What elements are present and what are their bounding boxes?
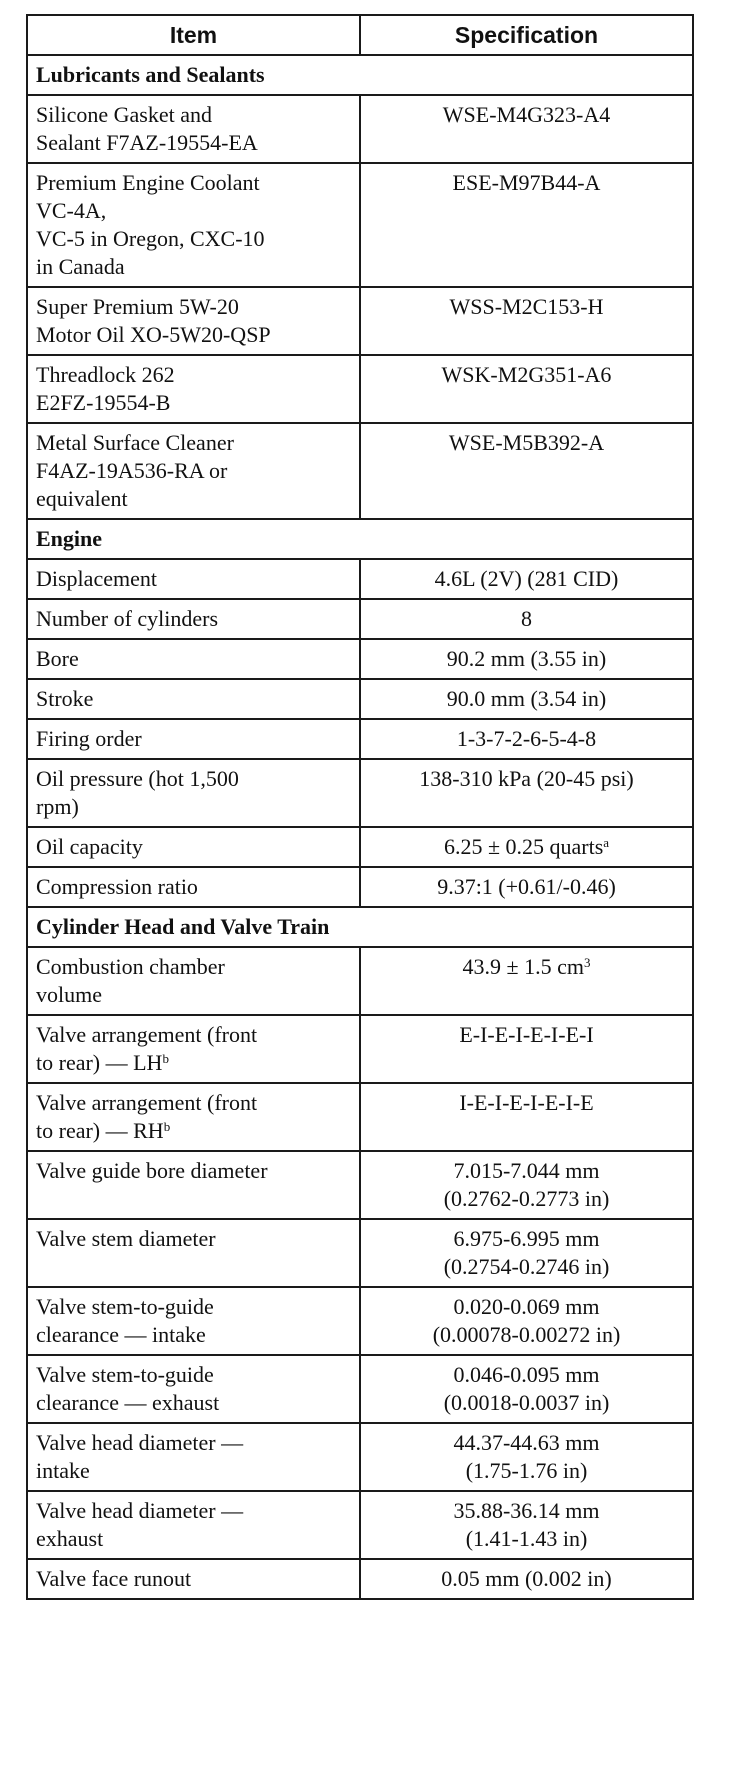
item-line: Valve stem-to-guide (36, 1294, 214, 1319)
item-line: Super Premium 5W-20 (36, 294, 239, 319)
spec-text (369, 765, 684, 793)
spec-text (369, 833, 684, 861)
item-cell (27, 947, 360, 1015)
item-text (36, 129, 351, 157)
item-text (36, 1117, 351, 1145)
spec-cell (360, 1423, 693, 1491)
item-cell (27, 639, 360, 679)
table-row (27, 867, 693, 907)
section-row (27, 519, 693, 559)
spec-cell (360, 1559, 693, 1599)
table-row (27, 599, 693, 639)
item-cell (27, 1423, 360, 1491)
item-line: Number of cylinders (36, 606, 219, 631)
item-cell (27, 1015, 360, 1083)
spec-cell (360, 719, 693, 759)
item-line: Motor Oil XO-5W20-QSP (36, 322, 271, 347)
spec-cell (360, 559, 693, 599)
item-text (36, 361, 351, 389)
column-header-item: Item (27, 15, 360, 55)
item-cell (27, 1287, 360, 1355)
item-cell (27, 1219, 360, 1287)
spec-cell (360, 355, 693, 423)
spec-text (369, 565, 684, 593)
table-row (27, 287, 693, 355)
item-cell (27, 1559, 360, 1599)
table-row (27, 639, 693, 679)
item-text (36, 793, 351, 821)
spec-line: (0.0018-0.0037 in) (443, 1390, 610, 1415)
spec-text (369, 645, 684, 673)
item-cell (27, 423, 360, 519)
item-cell (27, 827, 360, 867)
item-cell (27, 287, 360, 355)
item-text (36, 565, 351, 593)
spec-text (369, 605, 684, 633)
spec-cell (360, 423, 693, 519)
spec-text (369, 1565, 684, 1593)
spec-line: WSS-M2C153-H (449, 294, 604, 319)
spec-line: 44.37-44.63 mm (453, 1430, 600, 1455)
spec-text (369, 685, 684, 713)
spec-cell (360, 1015, 693, 1083)
item-line: to rear) — RH (36, 1118, 164, 1143)
item-text (36, 1389, 351, 1417)
table-body (27, 55, 693, 1599)
spec-text (369, 1361, 684, 1389)
spec-line: (0.2762-0.2773 in) (443, 1186, 610, 1211)
spec-text (369, 873, 684, 901)
spec-line: WSK-M2G351-A6 (441, 362, 612, 387)
table-row (27, 1287, 693, 1355)
item-line: rpm) (36, 794, 79, 819)
spec-line: (1.41-1.43 in) (465, 1526, 588, 1551)
spec-cell (360, 1287, 693, 1355)
item-text (36, 1293, 351, 1321)
spec-text (369, 429, 684, 457)
spec-text (369, 293, 684, 321)
spec-text (369, 1253, 684, 1281)
table-row (27, 1151, 693, 1219)
spec-text (369, 1225, 684, 1253)
spec-cell (360, 1151, 693, 1219)
item-line: Oil capacity (36, 834, 143, 859)
spec-line: 4.6L (2V) (281 CID) (434, 566, 619, 591)
item-line: Silicone Gasket and (36, 102, 212, 127)
spec-cell (360, 759, 693, 827)
item-text (36, 389, 351, 417)
item-line: to rear) — LH (36, 1050, 163, 1075)
item-cell (27, 1355, 360, 1423)
spec-line: 6.25 ± 0.25 quarts (443, 834, 604, 859)
table-row (27, 1083, 693, 1151)
spec-line: (0.2754-0.2746 in) (443, 1254, 610, 1279)
item-text (36, 1021, 351, 1049)
item-line: Valve stem diameter (36, 1226, 216, 1251)
table-row (27, 759, 693, 827)
item-text (36, 1321, 351, 1349)
spec-cell (360, 1219, 693, 1287)
item-text (36, 1089, 351, 1117)
item-text (36, 321, 351, 349)
item-line: in Canada (36, 254, 125, 279)
item-line: Premium Engine Coolant (36, 170, 260, 195)
item-text (36, 981, 351, 1009)
item-line: Oil pressure (hot 1,500 (36, 766, 239, 791)
spec-text (369, 1429, 684, 1457)
item-line: clearance — exhaust (36, 1390, 220, 1415)
item-cell (27, 599, 360, 639)
spec-cell (360, 1355, 693, 1423)
item-line: intake (36, 1458, 90, 1483)
section-row (27, 907, 693, 947)
table-row (27, 1491, 693, 1559)
item-cell (27, 1491, 360, 1559)
item-line: Metal Surface Cleaner (36, 430, 234, 455)
footnote-marker: 3 (583, 955, 591, 970)
spec-line: 0.046-0.095 mm (453, 1362, 600, 1387)
table-row (27, 423, 693, 519)
spec-line: 90.2 mm (3.55 in) (446, 646, 607, 671)
spec-text (369, 953, 684, 981)
item-text (36, 685, 351, 713)
item-line: Bore (36, 646, 79, 671)
spec-cell (360, 95, 693, 163)
spec-text (369, 1321, 684, 1349)
spec-cell (360, 599, 693, 639)
table-row (27, 1015, 693, 1083)
item-cell (27, 679, 360, 719)
spec-line: 90.0 mm (3.54 in) (446, 686, 607, 711)
item-line: Valve arrangement (front (36, 1090, 258, 1115)
item-line: Firing order (36, 726, 142, 751)
spec-text (369, 361, 684, 389)
item-text (36, 169, 351, 197)
spec-text (369, 1525, 684, 1553)
specification-table (26, 14, 694, 1600)
footnote-marker: b (162, 1051, 169, 1066)
item-text (36, 765, 351, 793)
footnote-marker: a (603, 835, 610, 850)
spec-text (369, 1389, 684, 1417)
table-row (27, 719, 693, 759)
item-text (36, 293, 351, 321)
spec-cell (360, 287, 693, 355)
spec-line: WSE-M4G323-A4 (442, 102, 611, 127)
table-row (27, 163, 693, 287)
item-text (36, 605, 351, 633)
item-line: Sealant F7AZ-19554-EA (36, 130, 258, 155)
spec-line: 7.015-7.044 mm (453, 1158, 600, 1183)
spec-cell (360, 1491, 693, 1559)
spec-text (369, 1293, 684, 1321)
spec-text (369, 1089, 684, 1117)
item-line: VC-5 in Oregon, CXC-10 (36, 226, 265, 251)
spec-text (369, 1185, 684, 1213)
item-text (36, 953, 351, 981)
item-line: E2FZ-19554-B (36, 390, 171, 415)
item-cell (27, 759, 360, 827)
header-row (27, 15, 693, 55)
item-text (36, 1457, 351, 1485)
spec-line: E-I-E-I-E-I-E-I (459, 1022, 594, 1047)
spec-cell (360, 639, 693, 679)
spec-line: 8 (521, 606, 532, 631)
item-text (36, 101, 351, 129)
item-line: F4AZ-19A536-RA or (36, 458, 228, 483)
item-text (36, 1157, 351, 1185)
item-cell (27, 355, 360, 423)
item-text (36, 457, 351, 485)
item-cell (27, 867, 360, 907)
spec-text (369, 169, 684, 197)
footnote-marker: b (163, 1119, 171, 1134)
item-cell (27, 719, 360, 759)
table-row (27, 1559, 693, 1599)
table-row (27, 1355, 693, 1423)
spec-cell (360, 827, 693, 867)
table-row (27, 947, 693, 1015)
section-title: Lubricants and Sealants (27, 55, 693, 95)
table-row (27, 827, 693, 867)
item-line: Valve face runout (36, 1566, 192, 1591)
item-cell (27, 95, 360, 163)
table-row (27, 355, 693, 423)
spec-line: 35.88-36.14 mm (453, 1498, 600, 1523)
spec-text (369, 101, 684, 129)
item-text (36, 429, 351, 457)
item-text (36, 1049, 351, 1077)
spec-cell (360, 679, 693, 719)
item-line: clearance — intake (36, 1322, 206, 1347)
item-text (36, 485, 351, 513)
spec-line: 0.05 mm (0.002 in) (441, 1566, 612, 1591)
spec-line: 1-3-7-2-6-5-4-8 (456, 726, 597, 751)
item-text (36, 873, 351, 901)
item-text (36, 1525, 351, 1553)
item-text (36, 833, 351, 861)
spec-text (369, 1457, 684, 1485)
item-line: Valve head diameter — (36, 1498, 244, 1523)
spec-text (369, 1497, 684, 1525)
item-text (36, 253, 351, 281)
spec-line: ESE-M97B44-A (452, 170, 601, 195)
spec-line: 138-310 kPa (20-45 psi) (419, 766, 634, 791)
spec-line: 43.9 ± 1.5 cm (462, 954, 584, 979)
item-cell (27, 1083, 360, 1151)
item-text (36, 1429, 351, 1457)
spec-cell (360, 163, 693, 287)
item-text (36, 197, 351, 225)
item-line: volume (36, 982, 102, 1007)
table-row (27, 1219, 693, 1287)
item-text (36, 1225, 351, 1253)
table-row (27, 1423, 693, 1491)
item-text (36, 1497, 351, 1525)
section-title: Cylinder Head and Valve Train (27, 907, 693, 947)
spec-cell (360, 947, 693, 1015)
section-title: Engine (27, 519, 693, 559)
item-line: Threadlock 262 (36, 362, 175, 387)
spec-text (369, 1157, 684, 1185)
table-row (27, 679, 693, 719)
item-text (36, 725, 351, 753)
spec-line: 0.020-0.069 mm (453, 1294, 600, 1319)
spec-line: WSE-M5B392-A (448, 430, 605, 455)
item-text (36, 1565, 351, 1593)
item-line: Valve arrangement (front (36, 1022, 258, 1047)
spec-line: (0.00078-0.00272 in) (432, 1322, 621, 1347)
spec-line: 6.975-6.995 mm (453, 1226, 600, 1251)
item-line: Compression ratio (36, 874, 198, 899)
item-line: VC-4A, (36, 198, 107, 223)
spec-line: 9.37:1 (+0.61/-0.46) (437, 874, 616, 899)
spec-line: I-E-I-E-I-E-I-E (459, 1090, 594, 1115)
spec-line: (1.75-1.76 in) (465, 1458, 588, 1483)
item-cell (27, 559, 360, 599)
item-line: Displacement (36, 566, 157, 591)
item-line: Valve guide bore diameter (36, 1158, 268, 1183)
item-text (36, 645, 351, 673)
item-line: Combustion chamber (36, 954, 225, 979)
spec-text (369, 725, 684, 753)
item-line: equivalent (36, 486, 128, 511)
spec-cell (360, 1083, 693, 1151)
spec-cell (360, 867, 693, 907)
item-line: exhaust (36, 1526, 104, 1551)
item-text (36, 1361, 351, 1389)
section-row (27, 55, 693, 95)
spec-text (369, 1021, 684, 1049)
item-text (36, 225, 351, 253)
table-row (27, 559, 693, 599)
item-cell (27, 1151, 360, 1219)
column-header-specification: Specification (360, 15, 693, 55)
item-line: Valve head diameter — (36, 1430, 244, 1455)
item-line: Stroke (36, 686, 94, 711)
table-row (27, 95, 693, 163)
item-cell (27, 163, 360, 287)
item-line: Valve stem-to-guide (36, 1362, 214, 1387)
